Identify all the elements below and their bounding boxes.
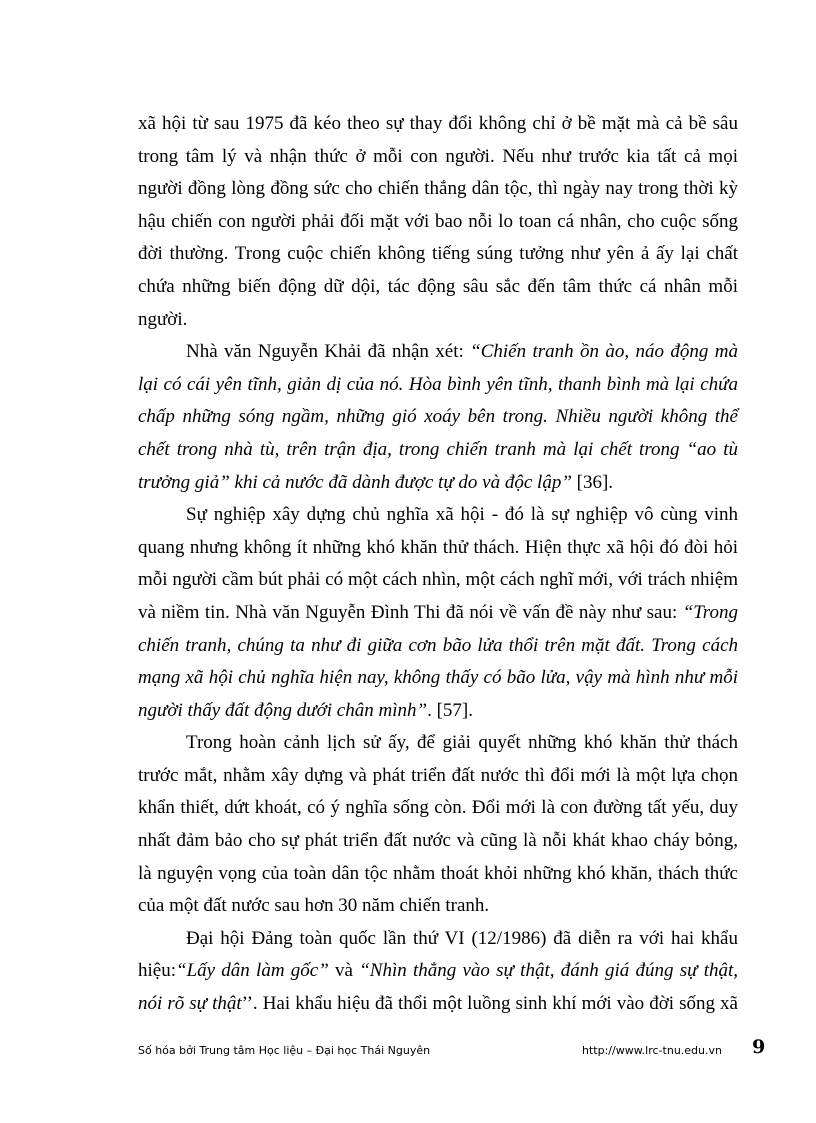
paragraph-3 <box>138 499 738 727</box>
paragraph-5-quote-1: “Lấy dân làm gốc” <box>176 960 329 982</box>
paragraph-4-text: Trong hoàn cảnh lịch sử ấy, để giải quyết những khó khăn thử thách trước mắt, nhằm xây dựng và phát triển đất nước thì đổi mới là một lựa chọn khẩn thiết, dứt khoát, có ý nghĩa sống còn. Đổi mới là con đường tất yếu, duy nhất đảm bảo cho sự phát triển đất nước và cũng là nỗi khát khao cháy bỏng, là nguyện vọng của toàn dân tộc nhằm thoát khỏi những khó khăn, thách thức của một đất nước sau hơn 30 năm chiến tranh. <box>138 732 738 917</box>
paragraph-5 <box>138 923 738 1021</box>
page-footer <box>138 1036 766 1060</box>
paragraph-2-lead: Nhà văn Nguyễn Khải đã nhận xét: <box>186 341 471 363</box>
paragraph-5-and: và <box>328 960 360 982</box>
footer-url-link[interactable]: http://www.lrc-tnu.edu.vn <box>582 1044 722 1057</box>
page-number: 9 <box>752 1036 766 1058</box>
paragraph-3-lead: Sự nghiệp xây dựng chủ nghĩa xã hội - đó là sự nghiệp vô cùng vinh quang nhưng không ít những khó khăn thử thách. Hiện thực xã hội đó đòi hỏi mỗi người cầm bút phải có một cách nhìn, một cách nghĩ mới, với trách nhiệm và niềm tin. Nhà văn Nguyễn Đình Thi đã nói về vấn đề này như sau: <box>138 504 738 623</box>
paragraph-5-continuation: ’’. Hai khẩu hiệu đã thổi một luồng sinh khí mới vào đời sống xã <box>241 993 738 1015</box>
paragraph-2-quote: “Chiến tranh ồn ào, náo động mà lại có cái yên tĩnh, giản dị của nó. Hòa bình yên tĩnh, thanh bình mà lại chứa chấp những sóng ngầm, những gió xoáy bên trong. Nhiều người không thể chết trong nhà tù, trên trận địa, trong chiến tranh mà lại chết trong “ao tù trưởng giả” khi cả nước đã dành được tự do và độc lập” <box>138 341 738 493</box>
paragraph-2-citation: [36]. <box>571 471 614 493</box>
paragraph-3-citation: . [57]. <box>427 699 473 721</box>
paragraph-5-quote-2: “Nhìn thẳng vào sự thật, đánh giá đúng sự thật, nói rõ sự thật <box>138 960 739 1015</box>
footer-source-credit: Số hóa bởi Trung tâm Học liệu – Đại học Thái Nguyên <box>138 1044 431 1057</box>
page-body <box>138 108 738 1021</box>
paragraph-4 <box>138 727 738 923</box>
paragraph-3-quote: “Trong chiến tranh, chúng ta như đi giữa cơn bão lửa thổi trên mặt đất. Trong cách mạng xã hội chủ nghĩa hiện nay, không thấy có bão lửa, vậy mà hình như mỗi người thấy đất động dưới chân mình” <box>138 601 738 721</box>
paragraph-1 <box>138 108 738 336</box>
paragraph-5-lead: Đại hội Đảng toàn quốc lần thứ VI (12/1986) đã diễn ra với hai khẩu hiệu: <box>138 927 738 982</box>
paragraph-2 <box>138 336 738 499</box>
paragraph-1-text: xã hội từ sau 1975 đã kéo theo sự thay đổi không chỉ ở bề mặt mà cả bề sâu trong tâm lý và nhận thức ở mỗi con người. Nếu như trước kia tất cả mọi người đồng lòng đồng sức cho chiến thắng dân tộc, thì ngày nay trong thời kỳ hậu chiến con người phải đối mặt với bao nỗi lo toan cá nhân, cho cuộc sống đời thường. Trong cuộc chiến không tiếng súng tưởng như yên ả ấy lại chất chứa những biến động dữ dội, tác động sâu sắc đến tâm thức cá nhân mỗi người. <box>138 113 738 330</box>
